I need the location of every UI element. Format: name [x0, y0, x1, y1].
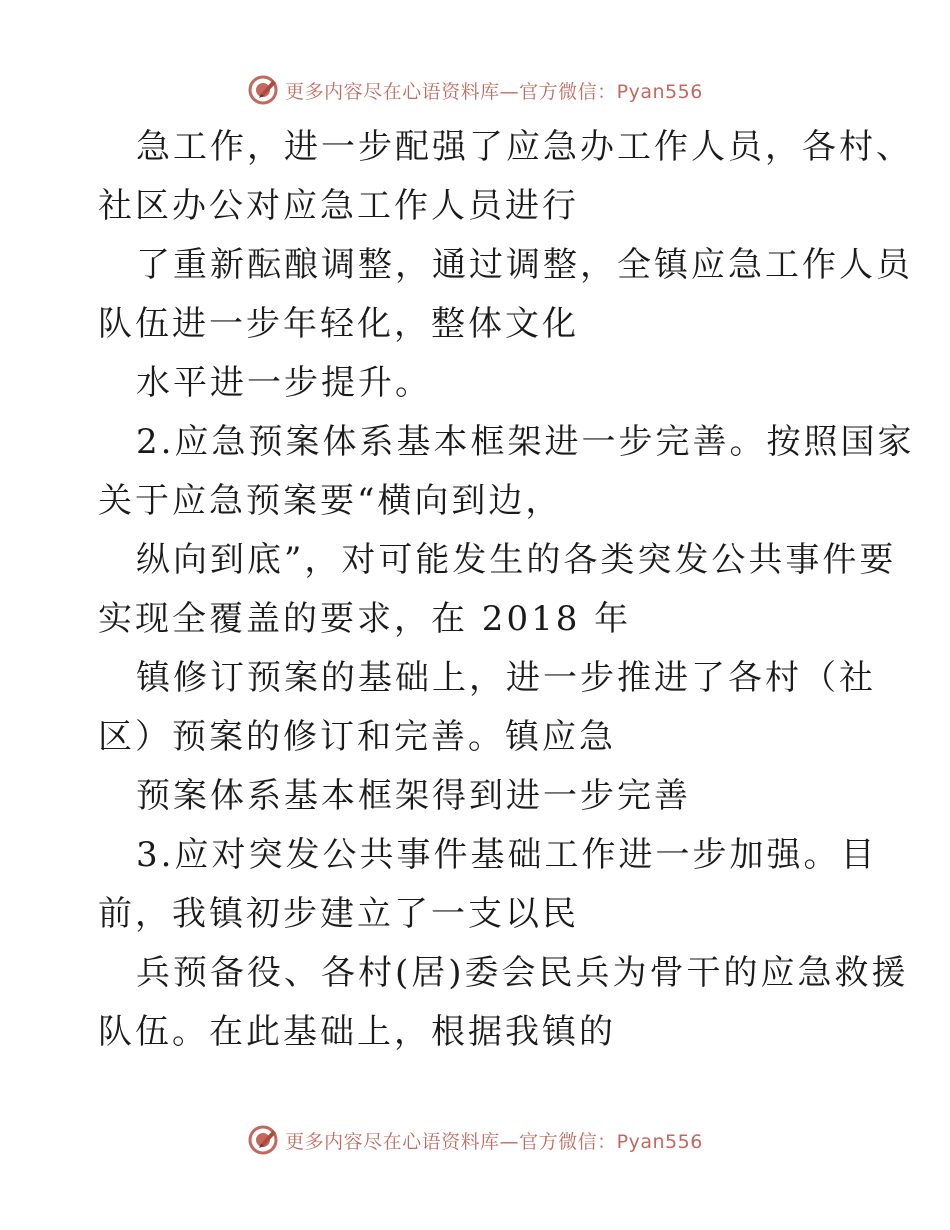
- text-line: 3.应对突发公共事件基础工作进一步加强。目: [136, 835, 878, 875]
- text-line: 队伍进一步年轻化，整体文化: [98, 304, 579, 344]
- text-line: 队伍。在此基础上，根据我镇的: [98, 1012, 616, 1052]
- text-line: 前，我镇初步建立了一支以民: [98, 894, 579, 934]
- text-line: 了重新酝酿调整，通过调整，全镇应急工作人员: [136, 245, 913, 285]
- text-line: 实现全覆盖的要求，在 2018 年: [98, 599, 632, 639]
- text-line: 纵向到底”，对可能发生的各类突发公共事件要: [136, 540, 897, 580]
- text-line: 兵预备役、各村(居)委会民兵为骨干的应急救援: [136, 953, 909, 993]
- text-line: 水平进一步提升。: [136, 363, 432, 403]
- text-line: 社区办公对应急工作人员进行: [98, 186, 579, 226]
- text-line: 区）预案的修订和完善。镇应急: [98, 717, 616, 757]
- text-line: 急工作，进一步配强了应急办工作人员，各村、: [136, 127, 913, 167]
- pen-circle-logo-icon: [247, 1124, 279, 1156]
- watermark-text: 更多内容尽在心语资料库—官方微信：Pyan556: [285, 80, 703, 103]
- document-body: [98, 118, 915, 1062]
- text-line: 预案体系基本框架得到进一步完善: [136, 776, 691, 816]
- header-watermark: [0, 70, 950, 110]
- text-line: 镇修订预案的基础上，进一步推进了各村（社: [136, 658, 876, 698]
- watermark-text: 更多内容尽在心语资料库—官方微信：Pyan556: [285, 1130, 703, 1153]
- text-line: 2.应急预案体系基本框架进一步完善。按照国家: [136, 422, 915, 462]
- text-line: 关于应急预案要“横向到边，: [98, 481, 563, 521]
- footer-watermark: [0, 1120, 950, 1160]
- pen-circle-logo-icon: [247, 74, 279, 106]
